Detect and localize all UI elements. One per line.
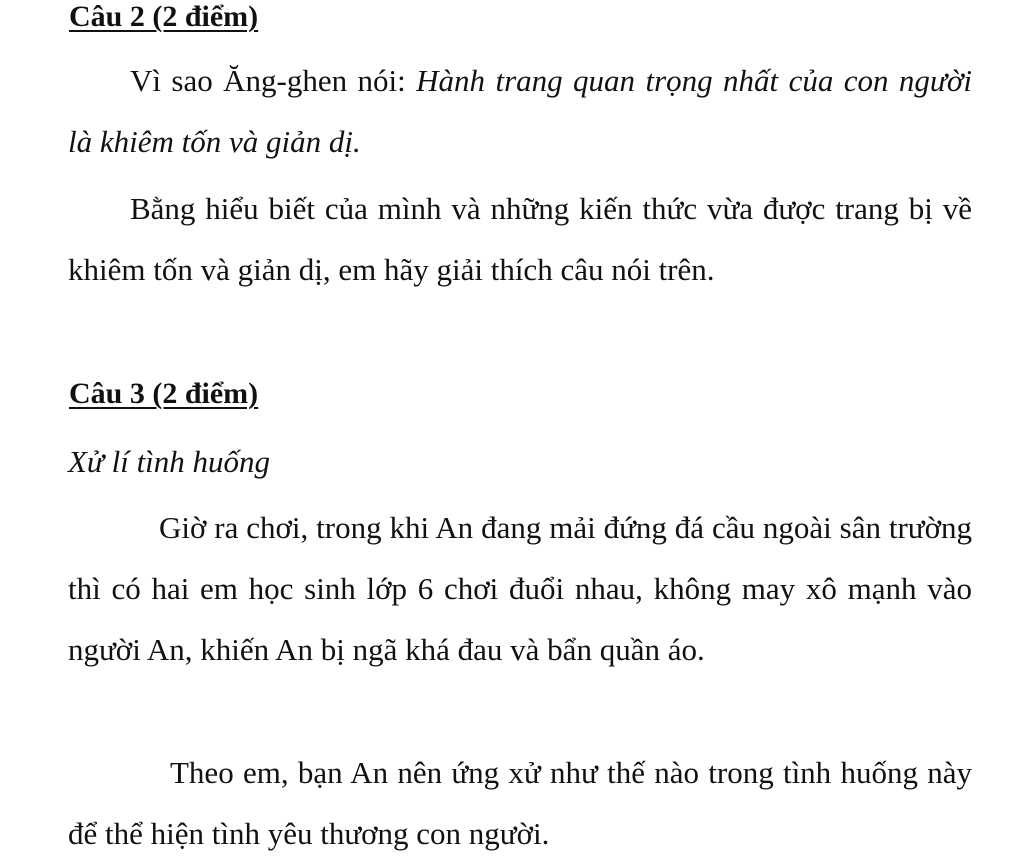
question-2-paragraph-2: Bằng hiểu biết của mình và những kiến thức vừa được trang bị về khiêm tốn và giản dị, em hãy giải thích câu nói trên. [68, 191, 972, 287]
question-2-heading: Câu 2 (2 điểm) [69, 0, 259, 33]
question-3-heading: Câu 3 (2 điểm) [69, 377, 259, 410]
question-3-paragraph-1: Giờ ra chơi, trong khi An đang mải đứng đá cầu ngoài sân trường thì có hai em học sinh lớp 6 chơi đuổi nhau, không may xô mạnh vào người An, khiến An bị ngã khá đau và bẩn quần áo. [68, 510, 972, 667]
question-2-paragraph-1 [68, 50, 972, 172]
question-2-quote: Hành trang quan trọng nhất của con người là khiêm tốn và giản dị. [68, 63, 972, 159]
question-3-paragraph-2: Theo em, bạn An nên ứng xử như thế nào trong tình huống này để thể hiện tình yêu thương con người. [68, 755, 972, 851]
question-3-subtitle: Xử lí tình huống [68, 444, 271, 479]
question-2-paragraph-1-lead: Vì sao Ăng-ghen nói: [130, 63, 417, 98]
